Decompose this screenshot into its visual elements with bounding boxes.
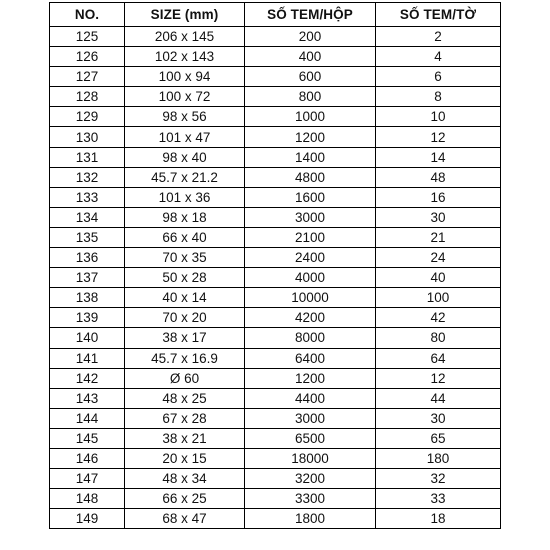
cell-no: 144: [50, 408, 125, 428]
cell-no: 137: [50, 268, 125, 288]
cell-size: 101 x 36: [125, 187, 245, 207]
table-row: [50, 248, 501, 268]
cell-size: 206 x 145: [125, 27, 245, 47]
table-row: [50, 67, 501, 87]
cell-per-box: 1200: [245, 127, 376, 147]
table-row: [50, 227, 501, 247]
cell-per-box: 1200: [245, 368, 376, 388]
cell-per-sheet: 30: [376, 408, 501, 428]
cell-no: 146: [50, 448, 125, 468]
table-header: [50, 3, 501, 27]
cell-per-box: 1800: [245, 509, 376, 529]
table-row: [50, 368, 501, 388]
cell-no: 127: [50, 67, 125, 87]
cell-per-box: 2400: [245, 248, 376, 268]
cell-per-sheet: 12: [376, 127, 501, 147]
cell-per-box: 10000: [245, 288, 376, 308]
cell-per-sheet: 64: [376, 348, 501, 368]
cell-size: 66 x 25: [125, 489, 245, 509]
header-row: [50, 3, 501, 27]
cell-per-sheet: 40: [376, 268, 501, 288]
cell-no: 129: [50, 107, 125, 127]
cell-no: 141: [50, 348, 125, 368]
cell-size: 48 x 25: [125, 388, 245, 408]
cell-per-sheet: 18: [376, 509, 501, 529]
cell-no: 147: [50, 469, 125, 489]
cell-size: 50 x 28: [125, 268, 245, 288]
cell-per-box: 18000: [245, 448, 376, 468]
header-per-sheet: SỐ TEM/TỜ: [376, 3, 501, 27]
cell-per-sheet: 24: [376, 248, 501, 268]
table-row: [50, 207, 501, 227]
table-row: [50, 27, 501, 47]
cell-per-box: 8000: [245, 328, 376, 348]
cell-per-box: 6400: [245, 348, 376, 368]
cell-no: 125: [50, 27, 125, 47]
cell-per-sheet: 80: [376, 328, 501, 348]
table-row: [50, 469, 501, 489]
cell-size: 67 x 28: [125, 408, 245, 428]
label-size-table: [49, 2, 501, 529]
cell-no: 138: [50, 288, 125, 308]
cell-size: 98 x 18: [125, 207, 245, 227]
table-row: [50, 348, 501, 368]
cell-per-sheet: 180: [376, 448, 501, 468]
label-size-sheet: [49, 2, 500, 529]
cell-size: 45.7 x 21.2: [125, 167, 245, 187]
cell-per-box: 1600: [245, 187, 376, 207]
cell-size: 101 x 47: [125, 127, 245, 147]
table-row: [50, 107, 501, 127]
table-row: [50, 428, 501, 448]
cell-per-sheet: 10: [376, 107, 501, 127]
cell-per-box: 400: [245, 47, 376, 67]
table-row: [50, 388, 501, 408]
cell-no: 142: [50, 368, 125, 388]
cell-per-box: 800: [245, 87, 376, 107]
cell-per-sheet: 42: [376, 308, 501, 328]
table-row: [50, 448, 501, 468]
cell-per-sheet: 16: [376, 187, 501, 207]
cell-no: 143: [50, 388, 125, 408]
cell-no: 132: [50, 167, 125, 187]
header-no: NO.: [50, 3, 125, 27]
cell-no: 136: [50, 248, 125, 268]
table-row: [50, 47, 501, 67]
table-row: [50, 408, 501, 428]
cell-per-sheet: 30: [376, 207, 501, 227]
cell-per-box: 1000: [245, 107, 376, 127]
cell-per-sheet: 14: [376, 147, 501, 167]
cell-no: 145: [50, 428, 125, 448]
table-row: [50, 187, 501, 207]
cell-per-box: 3000: [245, 408, 376, 428]
cell-per-box: 3300: [245, 489, 376, 509]
cell-per-sheet: 4: [376, 47, 501, 67]
cell-per-box: 3200: [245, 469, 376, 489]
cell-size: 70 x 20: [125, 308, 245, 328]
cell-no: 149: [50, 509, 125, 529]
cell-per-sheet: 33: [376, 489, 501, 509]
table-row: [50, 328, 501, 348]
cell-no: 139: [50, 308, 125, 328]
table-row: [50, 509, 501, 529]
cell-size: 102 x 143: [125, 47, 245, 67]
cell-per-box: 2100: [245, 227, 376, 247]
table-row: [50, 489, 501, 509]
cell-per-box: 200: [245, 27, 376, 47]
cell-size: 98 x 40: [125, 147, 245, 167]
cell-size: 45.7 x 16.9: [125, 348, 245, 368]
cell-per-box: 3000: [245, 207, 376, 227]
cell-per-box: 4800: [245, 167, 376, 187]
table-row: [50, 308, 501, 328]
cell-size: 70 x 35: [125, 248, 245, 268]
cell-no: 140: [50, 328, 125, 348]
cell-size: 48 x 34: [125, 469, 245, 489]
cell-no: 134: [50, 207, 125, 227]
table-row: [50, 147, 501, 167]
cell-size: Ø 60: [125, 368, 245, 388]
table-row: [50, 288, 501, 308]
cell-per-sheet: 100: [376, 288, 501, 308]
cell-no: 128: [50, 87, 125, 107]
cell-per-sheet: 44: [376, 388, 501, 408]
cell-per-box: 600: [245, 67, 376, 87]
header-size: SIZE (mm): [125, 3, 245, 27]
cell-no: 131: [50, 147, 125, 167]
cell-no: 130: [50, 127, 125, 147]
cell-per-sheet: 6: [376, 67, 501, 87]
header-per-box: SỐ TEM/HỘP: [245, 3, 376, 27]
cell-per-box: 4200: [245, 308, 376, 328]
cell-per-box: 4400: [245, 388, 376, 408]
cell-per-box: 1400: [245, 147, 376, 167]
table-row: [50, 167, 501, 187]
table-body: [50, 27, 501, 529]
cell-per-sheet: 2: [376, 27, 501, 47]
cell-size: 98 x 56: [125, 107, 245, 127]
cell-per-sheet: 21: [376, 227, 501, 247]
table-row: [50, 127, 501, 147]
cell-no: 135: [50, 227, 125, 247]
cell-no: 148: [50, 489, 125, 509]
cell-size: 38 x 17: [125, 328, 245, 348]
cell-size: 38 x 21: [125, 428, 245, 448]
cell-size: 68 x 47: [125, 509, 245, 529]
cell-size: 40 x 14: [125, 288, 245, 308]
cell-size: 20 x 15: [125, 448, 245, 468]
cell-per-sheet: 8: [376, 87, 501, 107]
cell-per-sheet: 48: [376, 167, 501, 187]
cell-per-sheet: 65: [376, 428, 501, 448]
cell-size: 100 x 72: [125, 87, 245, 107]
table-row: [50, 87, 501, 107]
table-row: [50, 268, 501, 288]
cell-size: 66 x 40: [125, 227, 245, 247]
cell-no: 133: [50, 187, 125, 207]
cell-per-box: 6500: [245, 428, 376, 448]
cell-per-box: 4000: [245, 268, 376, 288]
cell-no: 126: [50, 47, 125, 67]
cell-per-sheet: 12: [376, 368, 501, 388]
cell-per-sheet: 32: [376, 469, 501, 489]
cell-size: 100 x 94: [125, 67, 245, 87]
